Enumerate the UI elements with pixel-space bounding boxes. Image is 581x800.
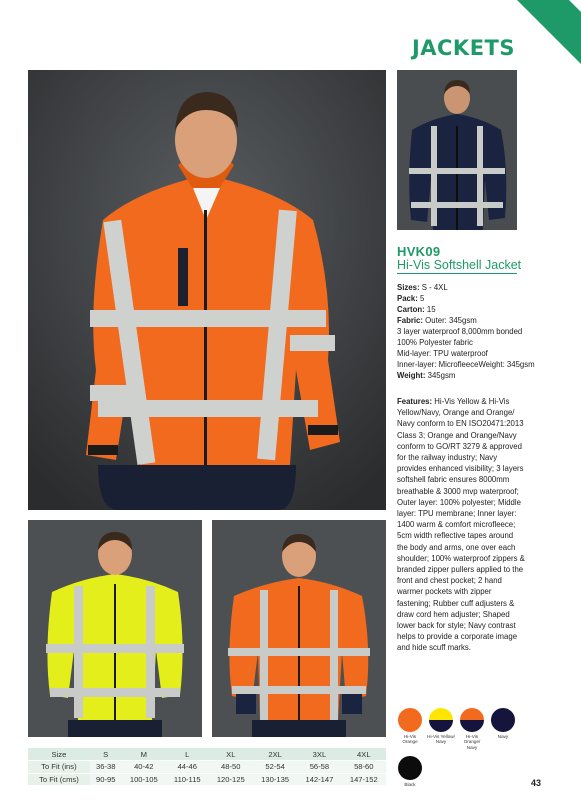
size-cell: 56-58: [297, 761, 341, 774]
colour-dot: [460, 708, 484, 732]
size-cell: 110-115: [166, 773, 209, 786]
yellow-jacket-photo: [28, 520, 202, 737]
product-code: HVK09: [397, 244, 441, 259]
spec-pack: Pack: 5: [397, 294, 425, 303]
size-cell: 40-42: [122, 761, 166, 774]
colour-swatch: Hi-Vis Orange: [396, 708, 424, 745]
size-header-cell: Size: [28, 748, 90, 761]
section-title: JACKETS: [411, 36, 515, 60]
size-table-row: [28, 761, 386, 774]
size-header-cell: L: [166, 748, 209, 761]
size-cell: 147-152: [342, 773, 386, 786]
fabric-line: Mid-layer: TPU waterproof: [397, 349, 488, 358]
size-table-header: [28, 748, 386, 761]
size-cell: To Fit (cms): [28, 773, 90, 786]
size-cell: 120-125: [209, 773, 253, 786]
size-header-cell: 4XL: [342, 748, 386, 761]
size-header-cell: XL: [209, 748, 253, 761]
spec-sizes: Sizes: S - 4XL: [397, 283, 448, 292]
colour-swatch: Black: [396, 756, 424, 787]
colour-dot: [398, 756, 422, 780]
size-cell: 36-38: [90, 761, 122, 774]
colour-swatch: Hi-Vis Yellow/ Navy: [427, 708, 455, 745]
size-cell: 142-147: [297, 773, 341, 786]
main-product-photo: [28, 70, 386, 510]
size-header-cell: 2XL: [253, 748, 297, 761]
product-name-rule: [397, 273, 517, 274]
size-table: [28, 748, 386, 786]
colour-dot: [429, 708, 453, 732]
size-cell: 58-60: [342, 761, 386, 774]
colour-swatch: Navy: [489, 708, 517, 739]
fabric-line: 100% Polyester fabric: [397, 338, 473, 347]
colour-dot: [398, 708, 422, 732]
navy-jacket-photo: [397, 70, 517, 230]
size-cell: 90-95: [90, 773, 122, 786]
size-cell: To Fit (ins): [28, 761, 90, 774]
size-cell: 100-105: [122, 773, 166, 786]
spec-carton: Carton: 15: [397, 305, 436, 314]
size-cell: 44-46: [166, 761, 209, 774]
fabric-line: 3 layer waterproof 8,000mm bonded: [397, 327, 523, 336]
colour-swatch: Hi-Vis Orange/ Navy: [458, 708, 486, 750]
size-header-cell: 3XL: [297, 748, 341, 761]
spec-weight: Weight: 345gsm: [397, 371, 456, 380]
product-name: Hi-Vis Softshell Jacket: [397, 258, 522, 272]
orange-jacket-photo-2: [212, 520, 386, 737]
size-cell: 48-50: [209, 761, 253, 774]
product-features: Features: Hi-Vis Yellow & Hi-Vis Yellow/Navy, Orange and Orange/ Navy conform to EN ISO20471:2013 Class 3; Orange and Orange/Navy conform to GO/RT 3279 & approved for the railway industry; Navy provides enhanced visibility; 3 layers softshell fabric ensures 8000mm breathable & 3000 mvp waterproof; Outer layer: 100% polyester; Middle layer: TPU membrane; Inner layer: 1400 warm & comfort microfleece; 5cm width reflective tapes around the body and arms, one over each shoulder; 100% waterproof zippers & branded zipper pullers applied to the front and chest pocket; 2 hand warmer pockets with zipper fastening; Rubber cuff adjusters & draw cord hem adjuster; Shaped lower back for style; Navy contrast helps to provide a corporate image and hide scuff marks.: [397, 397, 525, 653]
colour-dot: [491, 708, 515, 732]
product-specs: [397, 282, 547, 381]
page-number: 43: [530, 778, 541, 788]
size-header-cell: S: [90, 748, 122, 761]
corner-decoration-inner: [569, 0, 581, 12]
size-cell: 130-135: [253, 773, 297, 786]
spec-fabric: Fabric: Outer: 345gsm: [397, 316, 477, 325]
size-table-row: [28, 773, 386, 786]
fabric-line: Inner-layer: MicrofleeceWeight: 345gsm: [397, 360, 535, 369]
size-cell: 52-54: [253, 761, 297, 774]
size-header-cell: M: [122, 748, 166, 761]
